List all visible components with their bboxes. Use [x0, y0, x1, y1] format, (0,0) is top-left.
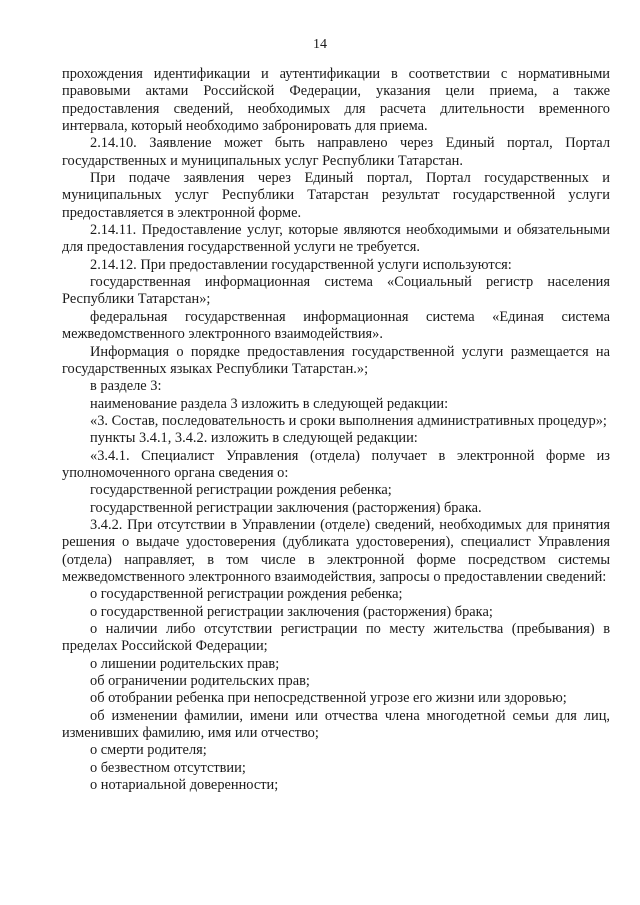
paragraph: о государственной регистрации рождения ребенка;: [90, 586, 403, 603]
paragraph: об ограничении родительских прав;: [90, 673, 310, 690]
paragraph: о лишении родительских прав;: [90, 655, 280, 672]
paragraph: пункты 3.4.1, 3.4.2. изложить в следующей редакции:: [90, 430, 418, 447]
paragraph: «3. Состав, последовательность и сроки выполнения административных процедур»;: [90, 412, 607, 429]
paragraph: о нотариальной доверенности;: [90, 777, 279, 794]
page-number: 14: [313, 37, 327, 52]
paragraph: о наличии либо отсутствии регистрации по месту жительства (пребывания) в пределах Российской Федерации;: [62, 621, 610, 655]
paragraph: государственная информационная система «Социальный регистр населения Республики Татарстан»;: [62, 274, 610, 308]
paragraph: государственной регистрации рождения ребенка;: [90, 482, 392, 499]
paragraph: в разделе 3:: [90, 378, 162, 395]
paragraph: о смерти родителя;: [90, 742, 207, 759]
paragraph: 2.14.12. При предоставлении государственной услуги используются:: [90, 256, 512, 273]
paragraph: При подаче заявления через Единый портал, Портал государственных и муниципальных услуг Республики Татарстан результат государственной услуги предоставляется в электронной форме.: [62, 170, 610, 221]
paragraph: об изменении фамилии, имени или отчества члена многодетной семьи для лиц, изменивших фамилию, имя или отчество;: [62, 707, 610, 742]
paragraph: об отобрании ребенка при непосредственной угрозе его жизни или здоровью;: [90, 690, 567, 707]
paragraph: государственной регистрации заключения (расторжения) брака.: [90, 499, 482, 516]
paragraph: наименование раздела 3 изложить в следующей редакции:: [90, 395, 449, 412]
paragraph: о безвестном отсутствии;: [90, 759, 246, 776]
paragraph: 3.4.2. При отсутствии в Управлении (отделе) сведений, необходимых для принятия решения о выдаче удостоверения (дубликата удостоверения), специалист Управления (отдела) направляет, в том числе в электронной форме посредством системы межведомственного электронного взаимодействия, запросы о предоставлении сведений:: [62, 516, 610, 585]
paragraph: федеральная государственная информационная система «Единая система межведомственного электронного взаимодействия».: [62, 308, 610, 343]
paragraph: о государственной регистрации заключения (расторжения) брака;: [90, 603, 493, 620]
paragraph: 2.14.10. Заявление может быть направлено через Единый портал, Портал государственных и муниципальных услуг Республики Татарстан.: [62, 135, 610, 169]
paragraph: 2.14.11. Предоставление услуг, которые являются необходимыми и обязательными для предоставления государственной услуги не требуется.: [62, 222, 610, 256]
paragraph: прохождения идентификации и аутентификации в соответствии с нормативными правовыми актами Российской Федерации, указания цели приема, а также предоставления сведений, необходимых для расчета длительности временного интервала, который необходимо забронировать для приема.: [62, 66, 610, 135]
document-body: [62, 66, 610, 794]
paragraph: Информация о порядке предоставления государственной услуги размещается на государственных языках Республики Татарстан.»;: [62, 343, 610, 377]
paragraph: «3.4.1. Специалист Управления (отдела) получает в электронной форме из уполномоченного органа сведения о:: [62, 447, 610, 481]
